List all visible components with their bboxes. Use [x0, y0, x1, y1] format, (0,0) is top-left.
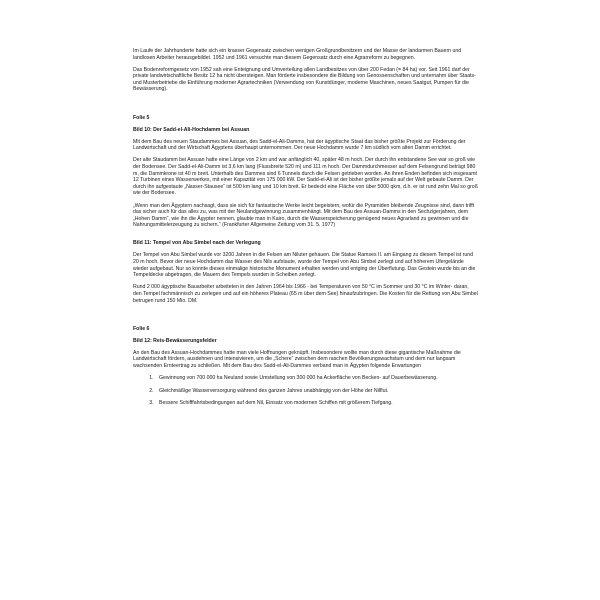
expectations-list	[133, 375, 478, 407]
list-item: 3. Bessere Schifffahrtsbedingungen auf dem Nil, Einsatz von modernen Schiffen mit größerem Tiefgang.	[155, 400, 478, 407]
bild-12-heading: Bild 12: Reis-Bewässerungsfelder	[133, 337, 217, 344]
folie-6-label: Folie 6	[133, 326, 150, 333]
folie-5-label: Folie 5	[133, 115, 150, 122]
bild-10-paragraph-1: Mit dem Bau des neuen Staudammes bei Assuan, des Sadd-el-Ali-Damms, hat der ägyptische Staat das bisher größte Projekt zur Förderung der Landwirtschaft und der Wirtschaft Ägyptens überhaupt unternommen. Der neue Hochdamm wurde 7 km südlich vom alten Damm errichtet.	[133, 138, 466, 152]
intro-paragraph-1: Im Laufe der Jahrhunderte hatte sich ein krasser Gegensatz zwischen wenigen Großgrundbesitzern und der Masse der landarmen Bauern und landlosen Arbeiter herausgebildet. 1952 und 1961 versuchte man diesem Gegensatz durch eine Agrarreform zu begegnen.	[133, 48, 462, 61]
bild-11-paragraph-2: Rund 2 000 ägyptische Bauarbeiter arbeiteten in den Jahren 1964 bis 1966 - bei Temperaturen von 50 °C im Sommer und 30 °C im Winter- daran, den Tempel fachmännisch zu zerlegen und auf ein höheres Plateau (65 m über dem See) hinaufzubringen. Die Kosten für die Rettung von Abu Simbel betrugen rund 150 Mio. DM.	[133, 284, 478, 304]
bild-10-heading: Bild 10: Der Sadd-el-Ali-Hochdamm bei Assuan	[133, 126, 250, 133]
bild-10-paragraph-2: Der alte Staudamm bei Assuan hatte eine Länge von 2 km und war anfänglich 40, später 48 m hoch. Der durch ihn entstandene See war so groß wie der Bodensee. Der Sadd-el-Ali-Damm ist 3,6 km lang (Flussbreite 520 m) und 111 m hoch. Der Dammdurchmesser auf dem Felsengrund beträgt 980 m, die Dammkrone ist 40 m breit. Unterhalb des Dammes sind 6 Tunnels durch die Felsen getrieben worden. An ihren Enden befinden sich insgesamt 12 Turbinen eines Wasserwerkes, mit einer Kapazität von 175 000 kW. Der Sadd-el-Ali ist der bisher größte jemals auf der Welt gebaute Damm. Der durch ihn aufgestaute „Nasser-Stausee“ ist 500 km lang und 10 km breit. Er bedeckt eine Fläche von über 5000 qkm, d.h. er ist rund zehn Mal so groß wie der Bodensee.	[133, 157, 478, 197]
intro-paragraph-2: Das Bodenreformgesetz von 1952 sah eine Enteignung und Umverteilung allen Landbesitzes von über 200 Fedan (= 84 ha) vor. Seit 1961 darf der private landwirtschaftliche Besitz 12 ha nicht übersteigen. Man förderte insbesondere die Bildung von Genossenschaften und unternahm über Staats- und Musterbetriebe die Einführung moderner Agrartechniken (Verwendung von Kunstdünger, moderne Maschinen, neues Saatgut, Pumpen für die Bewässerung).	[133, 66, 476, 93]
bild-11-heading: Bild 11: Tempel von Abu Simbel nach der Verlegung	[133, 240, 261, 247]
list-item: 1. Gewinnung von 700 000 ha Neuland sowie Umstellung von 300 000 ha Ackerfläche von Becken- auf Dauerbewässerung.	[155, 375, 478, 382]
bild-11-paragraph-1: Der Tempel von Abu Simbel wurde vor 3200 Jahren in die Felsen am Niluter gehauen. Die Statue Ramses II. am Eingang zu diesem Tempel ist rund 20 m hoch. Bevor der neue Hochdamm das Wasser des Nils aufstaute, wurde der Tempel von Abu Simbel zerlegt und auf höherem Ufergelände wieder aufgebaut. Nur so konnte dieses einmalige historische Monument erhalten werden und entging der Überflutung. Das Gestein wurde bis an die Tempeldecke abgetragen, die Mauern des Tempels wurden in Scheiben zerlegt.	[133, 252, 476, 279]
bild-12-paragraph: An den Bau des Assuan-Hochdammes hatte man viele Hoffnungen geknüpft. Insbesondere wollte man durch diese gigantische Maßnahme die Landwirtschaft fördern, ausdehnen und intensivieren, um die „Schere“ zwischen dem raschen Bevölkerungswachstum und dem nur langsam wachsenden Ernteertrag zu schließen. Mit dem Bau des Sadd-el-Ali-Dammes verband man in Ägypten folgende Erwartungen	[133, 349, 461, 369]
bild-10-paragraph-3: „Wenn man den Ägyptern nachsagt, dass sie sich für fantastische Werke leicht begeistern, wofür die Pyramiden bleibende Zeugnisse sind, dann trifft das sicher auch für das alles zu, was mit der Neulandgewinnung zusammenhängt. Mit dem Bau des Assuan-Damms in den Sechzigerjahren, dem „Hohen Damm“, wie ihn die Ägypter nennen, glaubte man in Kairo, durch die Wasserspeicherung genügend neues Agrarland zu gewinnen und die Nahrungsmittelerzeugung zu sichern.“ (Frankfurter Allgemeine Zeitung vom 31. 5. 1977)	[133, 202, 475, 229]
document-page	[133, 48, 478, 413]
list-item: 2. Gleichmäßige Wasserversorgung während des ganzen Jahres unabhängig von der Höhe der Nilflut.	[155, 388, 478, 395]
